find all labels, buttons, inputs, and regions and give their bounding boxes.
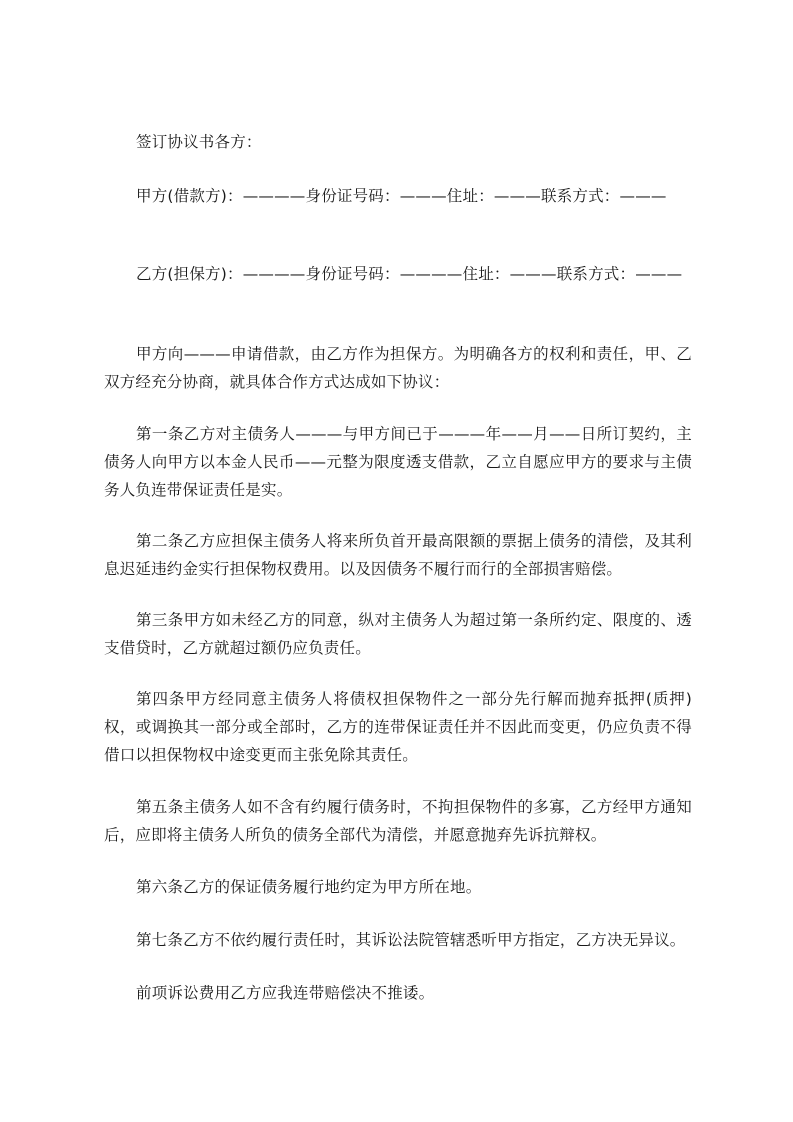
preamble: 甲方向———申请借款，由乙方作为担保方。为明确各方的权利和责任，甲、乙双方经充分协商，就具体合作方式达成如下协议： xyxy=(104,345,692,391)
article-6: 第六条乙方的保证债务履行地约定为甲方所在地。 xyxy=(136,878,482,896)
party-a-info: 甲方(借款方)：————身份证号码：———住址：———联系方式：——— xyxy=(136,187,667,205)
litigation-costs: 前项诉讼费用乙方应我连带赔偿决不推诿。 xyxy=(136,984,435,1002)
article-3: 第三条甲方如未经乙方的同意，纵对主债务人为超过第一条所约定、限度的、透支借贷时，乙方就超过额仍应负责任。 xyxy=(104,611,692,657)
article-5: 第五条主债务人如不含有约履行债务时，不拘担保物件的多寡，乙方经甲方通知后，应即将主债务人所负的债务全部代为清偿，并愿意抛弃先诉抗辩权。 xyxy=(104,798,692,844)
article-7: 第七条乙方不依约履行责任时，其诉讼法院管辖悉听甲方指定，乙方决无异议。 xyxy=(136,931,686,949)
article-4: 第四条甲方经同意主债务人将债权担保物件之一部分先行解而抛弃抵押(质押)权，或调换其一部分或全部时，乙方的连带保证责任并不因此而变更，仍应负责不得借口以担保物权中途变更而主张免除其责任。 xyxy=(104,690,692,764)
article-1: 第一条乙方对主债务人———与甲方间已于———年——月——日所订契约，主债务人向甲方以本金人民币——元整为限度透支借款，乙立自愿应甲方的要求与主债务人负连带保证责任是实。 xyxy=(104,425,692,499)
salutation: 签订协议书各方： xyxy=(136,133,262,151)
party-b-info: 乙方(担保方)：————身份证号码：————住址：———联系方式：——— xyxy=(136,265,683,283)
article-2: 第二条乙方应担保主债务人将来所负首开最高限额的票据上债务的清偿，及其利息迟延违约金实行担保物权费用。以及因债务不履行而行的全部损害赔偿。 xyxy=(104,532,692,578)
